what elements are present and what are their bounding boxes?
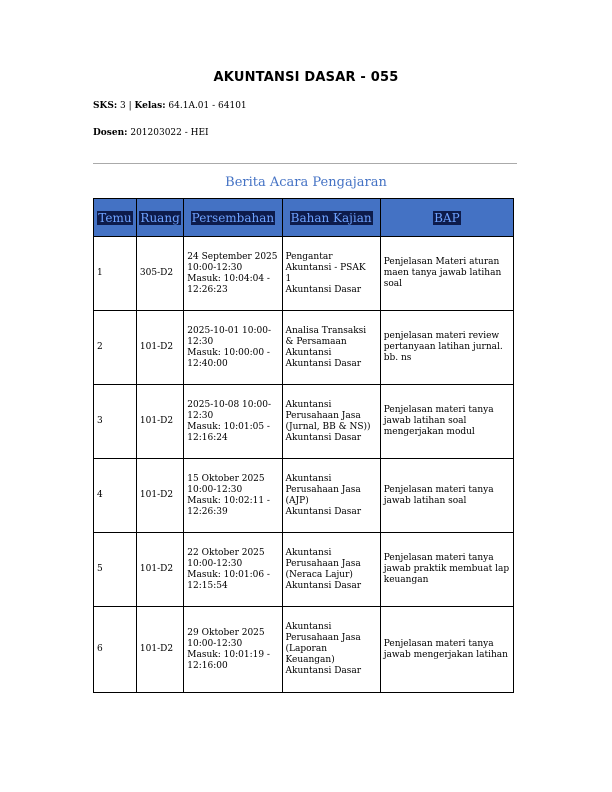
cell-bahan: Akuntansi Perusahaan Jasa (AJP) Akuntansi Dasar — [282, 459, 380, 533]
kelas-label: Kelas: — [134, 101, 166, 111]
cell-temu: 2 — [94, 311, 137, 385]
section-title: Berita Acara Pengajaran — [225, 175, 387, 190]
cell-temu: 4 — [94, 459, 137, 533]
cell-bahan: Akuntansi Perusahaan Jasa (Laporan Keuangan) Akuntansi Dasar — [282, 607, 380, 693]
table-row — [94, 607, 514, 693]
course-meta: SKS: 3 | Kelas: 64.1A.01 - 64101 — [93, 101, 247, 111]
cell-temu: 3 — [94, 385, 137, 459]
cell-temu: 5 — [94, 533, 137, 607]
divider — [93, 163, 517, 164]
table-row — [94, 533, 514, 607]
dosen-value: 201203022 - HEI — [130, 128, 209, 138]
cell-bahan: Analisa Transaksi & Persamaan Akuntansi Akuntansi Dasar — [282, 311, 380, 385]
cell-bap: Penjelasan materi tanya jawab latihan soal — [380, 459, 513, 533]
cell-ruang: 101-D2 — [136, 533, 183, 607]
cell-bahan: Akuntansi Perusahaan Jasa (Neraca Lajur) Akuntansi Dasar — [282, 533, 380, 607]
cell-ruang: 305-D2 — [136, 237, 183, 311]
table-row — [94, 311, 514, 385]
cell-bap: penjelasan materi review pertanyaan latihan jurnal. bb. ns — [380, 311, 513, 385]
cell-persembahan: 22 Oktober 2025 10:00-12:30 Masuk: 10:01:06 - 12:15:54 — [184, 533, 282, 607]
cell-persembahan: 24 September 2025 10:00-12:30 Masuk: 10:04:04 - 12:26:23 — [184, 237, 282, 311]
cell-bap: Penjelasan materi tanya jawab praktik membuat lap keuangan — [380, 533, 513, 607]
cell-bap: Penjelasan materi tanya jawab latihan soal mengerjakan modul — [380, 385, 513, 459]
header-persembahan: Persembahan — [184, 199, 282, 237]
cell-persembahan: 29 Oktober 2025 10:00-12:30 Masuk: 10:01:19 - 12:16:00 — [184, 607, 282, 693]
header-bahan-kajian: Bahan Kajian — [282, 199, 380, 237]
dosen-label: Dosen: — [93, 128, 128, 138]
cell-temu: 1 — [94, 237, 137, 311]
header-ruang: Ruang — [136, 199, 183, 237]
table-row — [94, 385, 514, 459]
cell-bap: Penjelasan Materi aturan maen tanya jawab latihan soal — [380, 237, 513, 311]
bap-table — [93, 198, 514, 693]
cell-ruang: 101-D2 — [136, 311, 183, 385]
table-header-row — [94, 199, 514, 237]
cell-bahan: Pengantar Akuntansi - PSAK 1 Akuntansi Dasar — [282, 237, 380, 311]
header-bap: BAP — [380, 199, 513, 237]
cell-ruang: 101-D2 — [136, 385, 183, 459]
header-temu: Temu — [94, 199, 137, 237]
sks-label: SKS: — [93, 101, 118, 111]
cell-bap: Penjelasan materi tanya jawab mengerjakan latihan — [380, 607, 513, 693]
cell-ruang: 101-D2 — [136, 607, 183, 693]
sks-value: 3 — [120, 101, 126, 111]
document-title: AKUNTANSI DASAR - 055 — [213, 70, 399, 85]
cell-persembahan: 15 Oktober 2025 10:00-12:30 Masuk: 10:02:11 - 12:26:39 — [184, 459, 282, 533]
cell-persembahan: 2025-10-01 10:00- 12:30 Masuk: 10:00:00 - 12:40:00 — [184, 311, 282, 385]
cell-ruang: 101-D2 — [136, 459, 183, 533]
kelas-value: 64.1A.01 - 64101 — [168, 101, 247, 111]
cell-bahan: Akuntansi Perusahaan Jasa (Jurnal, BB & NS)) Akuntansi Dasar — [282, 385, 380, 459]
table-row — [94, 459, 514, 533]
lecturer-meta — [93, 128, 209, 138]
table-row — [94, 237, 514, 311]
cell-temu: 6 — [94, 607, 137, 693]
cell-persembahan: 2025-10-08 10:00- 12:30 Masuk: 10:01:05 - 12:16:24 — [184, 385, 282, 459]
